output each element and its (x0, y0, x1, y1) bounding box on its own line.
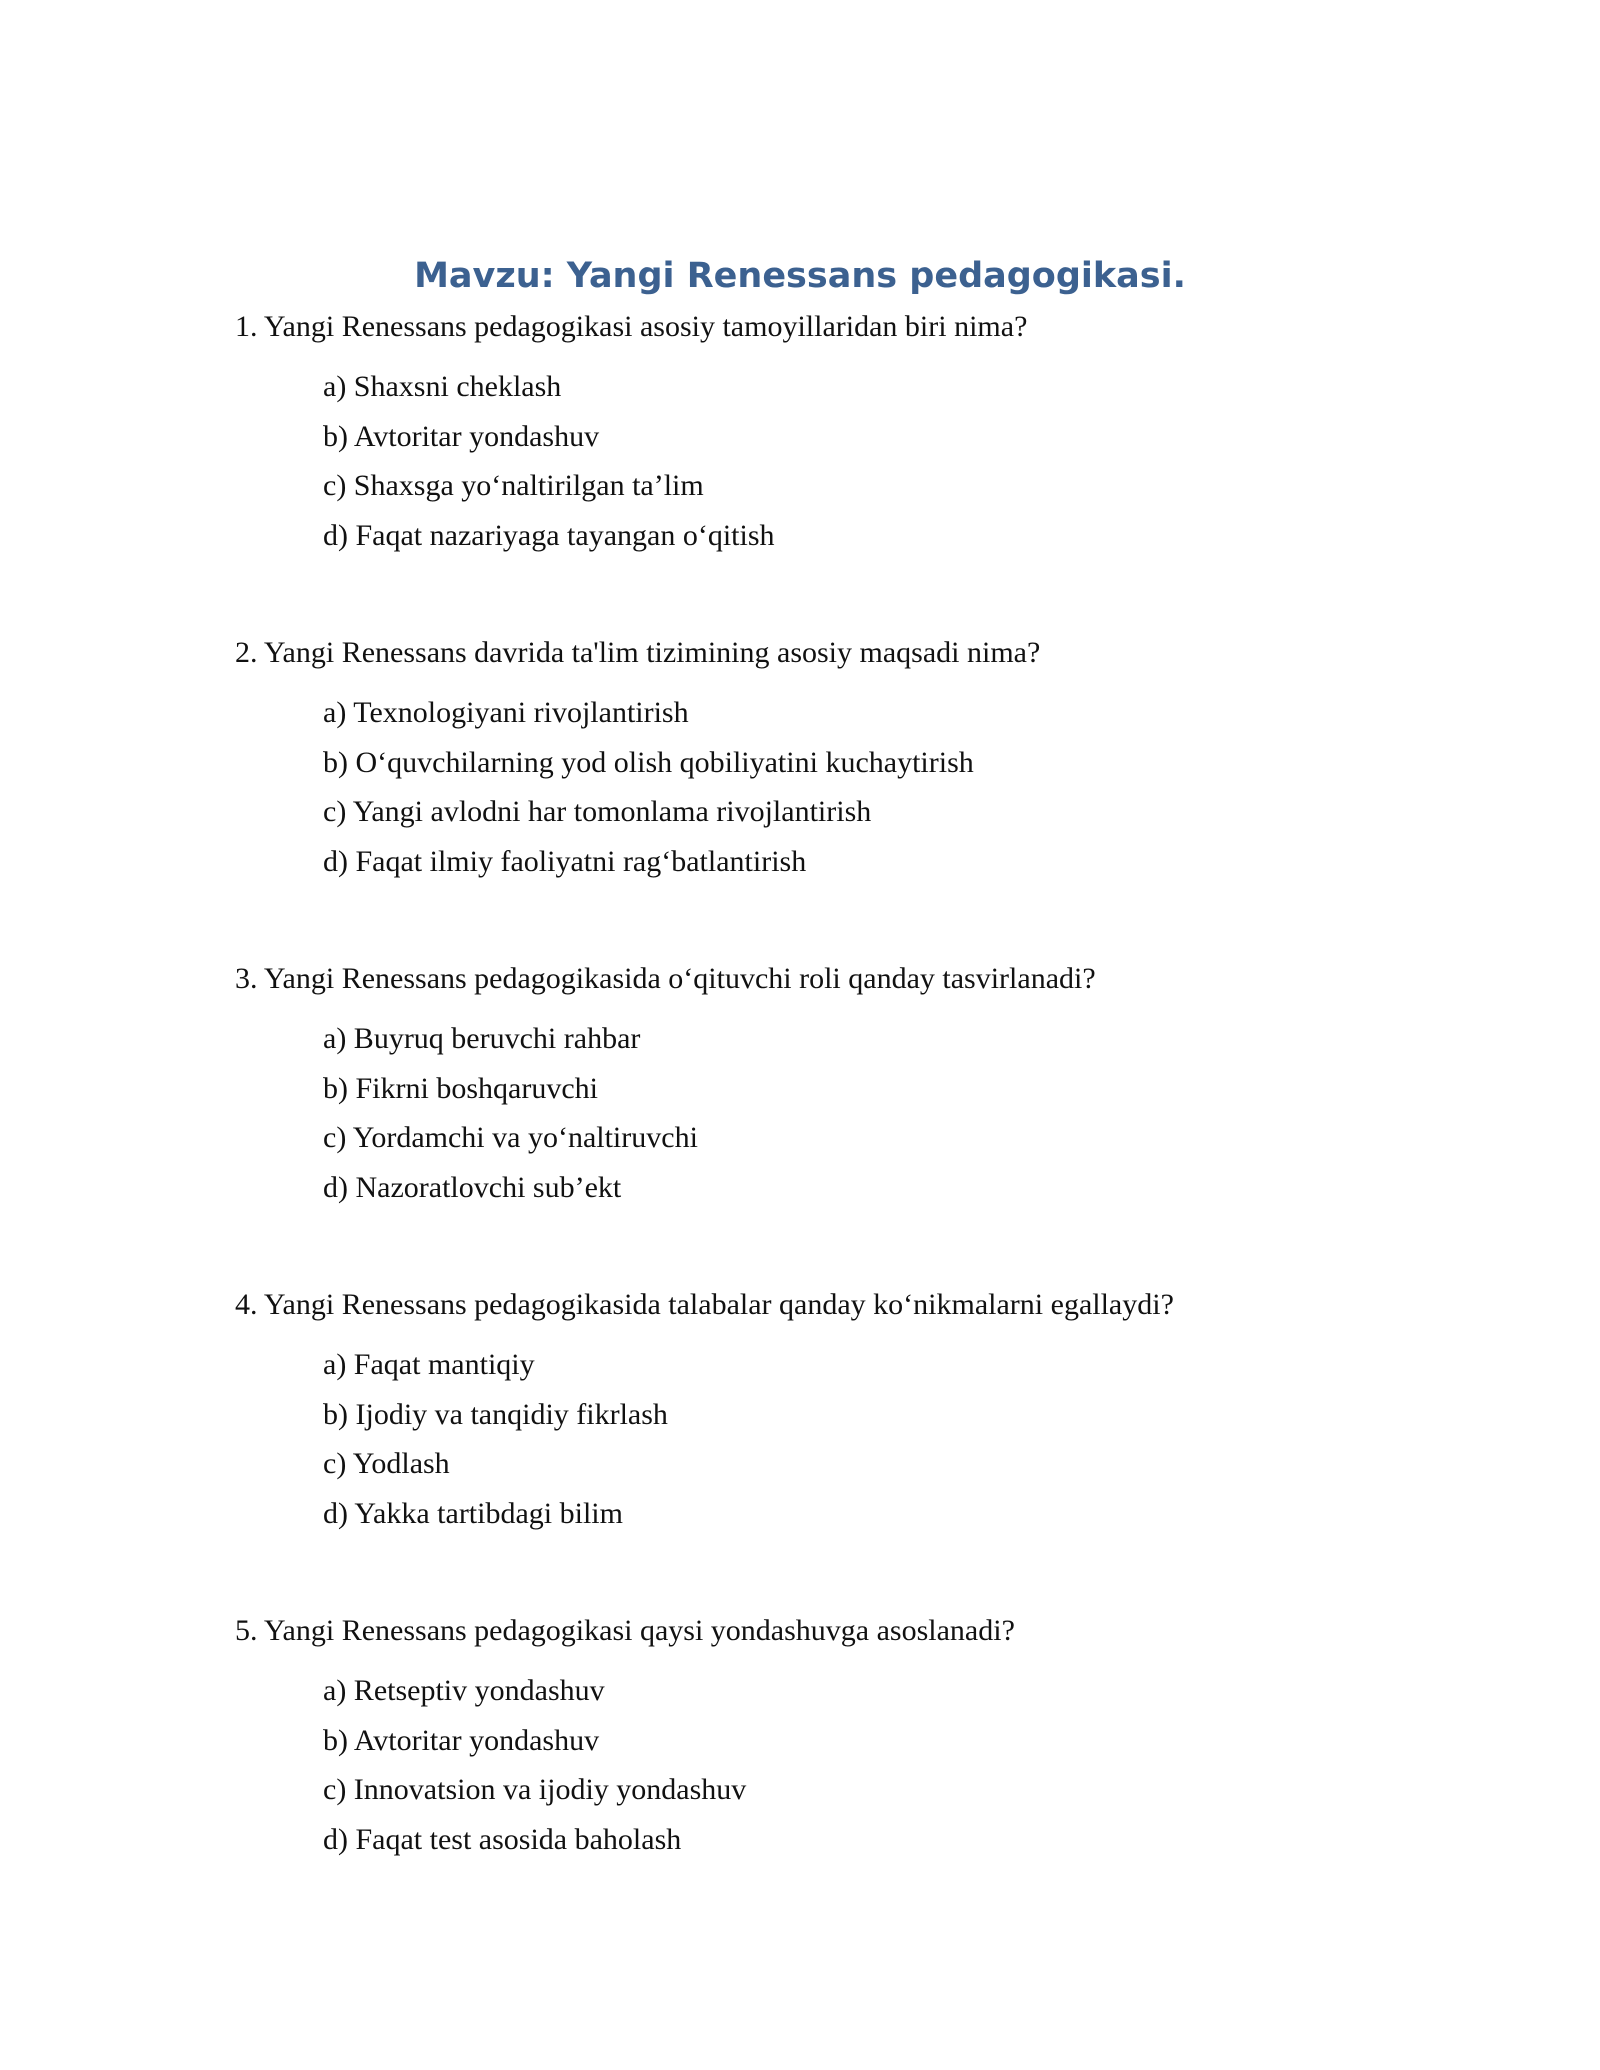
option-a: a) Faqat mantiqiy (323, 1348, 535, 1381)
question-2 (235, 632, 1435, 886)
question-text: 4. Yangi Renessans pedagogikasida talabalar qanday ko‘nikmalarni egallaydi? (235, 1288, 1174, 1321)
question-text: 5. Yangi Renessans pedagogikasi qaysi yondashuvga asoslanadi? (235, 1614, 1015, 1647)
option-list (235, 1666, 1435, 1864)
question-3 (235, 958, 1435, 1212)
option-c: c) Yangi avlodni har tomonlama rivojlantirish (323, 795, 872, 828)
option-c: c) Shaxsga yo‘naltirilgan ta’lim (323, 469, 704, 502)
option-d: d) Faqat test asosida baholash (323, 1822, 682, 1856)
option-list (235, 1014, 1435, 1212)
option-c: c) Yordamchi va yo‘naltiruvchi (323, 1121, 698, 1154)
option-list (235, 688, 1435, 886)
option-a: a) Buyruq beruvchi rahbar (323, 1022, 641, 1055)
option-d: d) Faqat nazariyaga tayangan o‘qitish (323, 518, 775, 552)
option-a: a) Texnologiyani rivojlantirish (323, 696, 689, 729)
option-c: c) Yodlash (323, 1447, 450, 1480)
option-list (235, 362, 1435, 560)
option-d: d) Faqat ilmiy faoliyatni rag‘batlantirish (323, 844, 807, 878)
option-list (235, 1340, 1435, 1538)
question-5 (235, 1610, 1435, 1864)
option-d: d) Nazoratlovchi sub’ekt (323, 1170, 622, 1204)
option-a: a) Shaxsni cheklash (323, 370, 562, 403)
option-b: b) Avtoritar yondashuv (323, 1723, 600, 1757)
question-1 (235, 306, 1435, 560)
option-b: b) Ijodiy va tanqidiy fikrlash (323, 1397, 668, 1431)
option-b: b) Avtoritar yondashuv (323, 419, 600, 453)
question-text: 1. Yangi Renessans pedagogikasi asosiy tamoyillaridan biri nima? (235, 310, 1028, 343)
option-d: d) Yakka tartibdagi bilim (323, 1496, 623, 1530)
question-list (235, 306, 1435, 1936)
question-text: 2. Yangi Renessans davrida ta'lim tizimining asosiy maqsadi nima? (235, 636, 1041, 669)
option-a: a) Retseptiv yondashuv (323, 1674, 605, 1707)
option-b: b) O‘quvchilarning yod olish qobiliyatini kuchaytirish (323, 745, 974, 779)
option-c: c) Innovatsion va ijodiy yondashuv (323, 1773, 747, 1806)
question-text: 3. Yangi Renessans pedagogikasida o‘qituvchi roli qanday tasvirlanadi? (235, 962, 1096, 995)
document-title: Mavzu: Yangi Renessans pedagogikasi. (414, 256, 1186, 296)
question-4 (235, 1284, 1435, 1538)
option-b: b) Fikrni boshqaruvchi (323, 1071, 598, 1105)
